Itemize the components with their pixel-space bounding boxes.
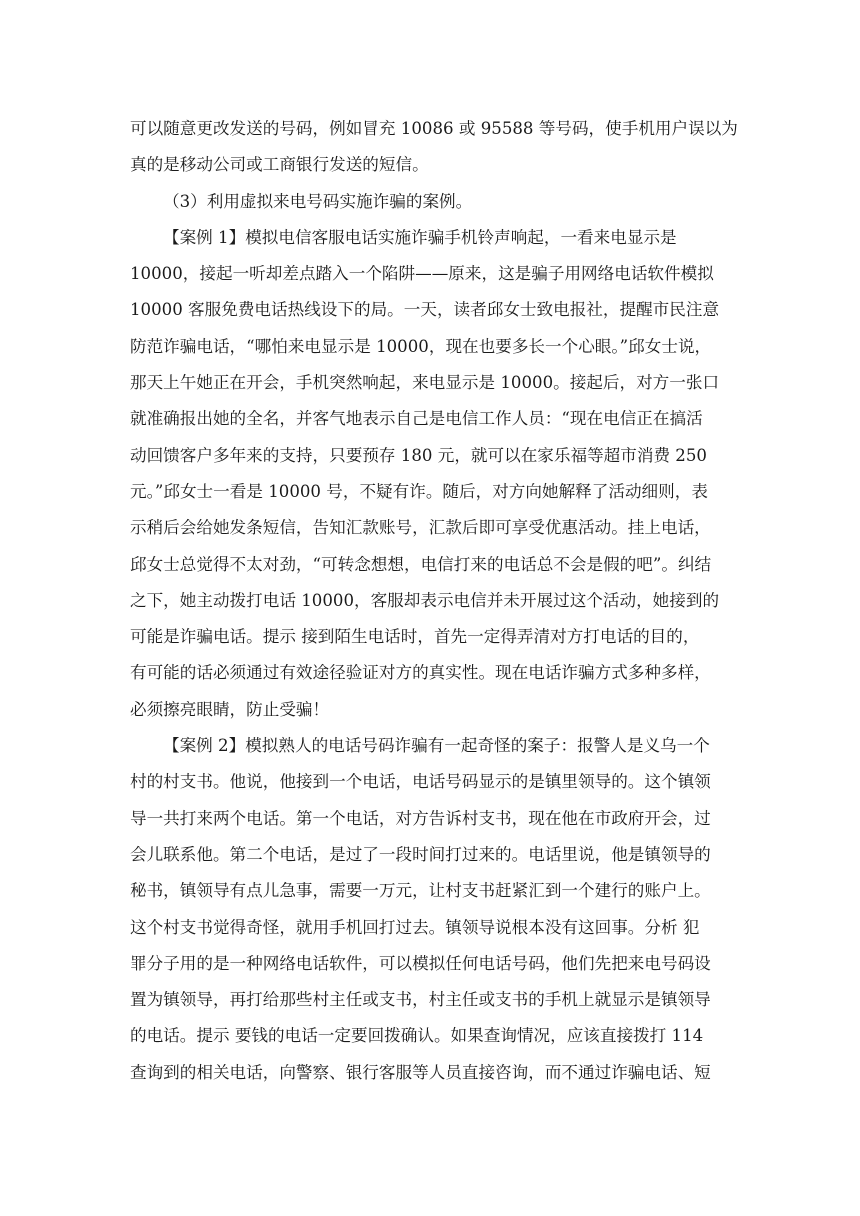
text-line: 有可能的话必须通过有效途径验证对方的真实性。现在电话诈骗方式多种多样， — [130, 663, 711, 683]
text-line: 那天上午她正在开会，手机突然响起，来电显示是 10000。接起后，对方一张口 — [130, 373, 720, 393]
text-line: 置为镇领导，再打给那些村主任或支书，村主任或支书的手机上就显示是镇领导 — [130, 990, 711, 1010]
text-line: 可以随意更改发送的号码，例如冒充 10086 或 95588 等号码，使手机用户误以为 — [130, 119, 738, 138]
text-line: 查询到的相关电话，向警察、银行客服等人员直接咨询，而不通过诈骗电话、短 — [130, 1062, 711, 1082]
text-line: 罪分子用的是一种网络电话软件，可以模拟任何电话号码，他们先把来电号码设 — [130, 953, 711, 973]
text-line: 示稍后会给她发条短信，告知汇款账号，汇款后即可享受优惠活动。挂上电话， — [130, 518, 711, 538]
case-1-first-line: 【案例 1】模拟电信客服电话实施诈骗手机铃声响起，一看来电显示是 — [163, 227, 677, 247]
text-line: 导一共打来两个电话。第一个电话，对方告诉村支书，现在他在市政府开会，过 — [130, 808, 711, 828]
text-line: 真的是移动公司或工商银行发送的短信。 — [130, 155, 429, 175]
text-line: 元。”邱女士一看是 10000 号，不疑有诈。随后，对方向她解释了活动细则，表 — [130, 481, 708, 501]
text-line: 的电话。提示 要钱的电话一定要回拨确认。如果查询情况，应该直接拨打 114 — [130, 1026, 704, 1046]
text-line: 动回馈客户多年来的支持，只要预存 180 元，就可以在家乐福等超市消费 250 — [130, 445, 707, 465]
text-line: 会儿联系他。第二个电话，是过了一段时间打过来的。电话里说，他是镇领导的 — [130, 844, 711, 864]
text-line: 这个村支书觉得奇怪，就用手机回打过去。镇领导说根本没有这回事。分析 犯 — [130, 917, 700, 937]
text-line: 秘书，镇领导有点儿急事，需要一万元，让村支书赶紧汇到一个建行的账户上。 — [130, 881, 711, 901]
body-text — [130, 111, 738, 1091]
text-line: 就准确报出她的全名，并客气地表示自己是电信工作人员：“现在电信正在搞活 — [130, 409, 703, 429]
section-heading: （3）利用虚拟来电号码实施诈骗的案例。 — [163, 191, 473, 211]
text-line: 邱女士总觉得不太对劲，“可转念想想，电信打来的电话总不会是假的吧”。纠结 — [130, 554, 712, 574]
text-line: 可能是诈骗电话。提示 接到陌生电话时，首先一定得弄清对方打电话的目的， — [130, 627, 700, 647]
case-2-first-line: 【案例 2】模拟熟人的电话号码诈骗有一起奇怪的案子：报警人是义乌一个 — [163, 736, 710, 756]
text-line: 防范诈骗电话，“哪怕来电显示是 10000，现在也要多长一个心眼。”邱女士说， — [130, 336, 712, 356]
text-line: 必须擦亮眼睛，防止受骗！ — [130, 699, 330, 719]
text-line: 之下，她主动拨打电话 10000，客服却表示电信并未开展过这个活动，她接到的 — [130, 590, 720, 610]
text-line: 10000，接起一听却差点踏入一个陷阱——原来，这是骗子用网络电话软件模拟 — [130, 264, 714, 284]
text-line: 10000 客服免费电话热线设下的局。一天，读者邱女士致电报社，提醒市民注意 — [130, 300, 720, 320]
text-line: 村的村支书。他说，他接到一个电话，电话号码显示的是镇里领导的。这个镇领 — [130, 772, 711, 792]
